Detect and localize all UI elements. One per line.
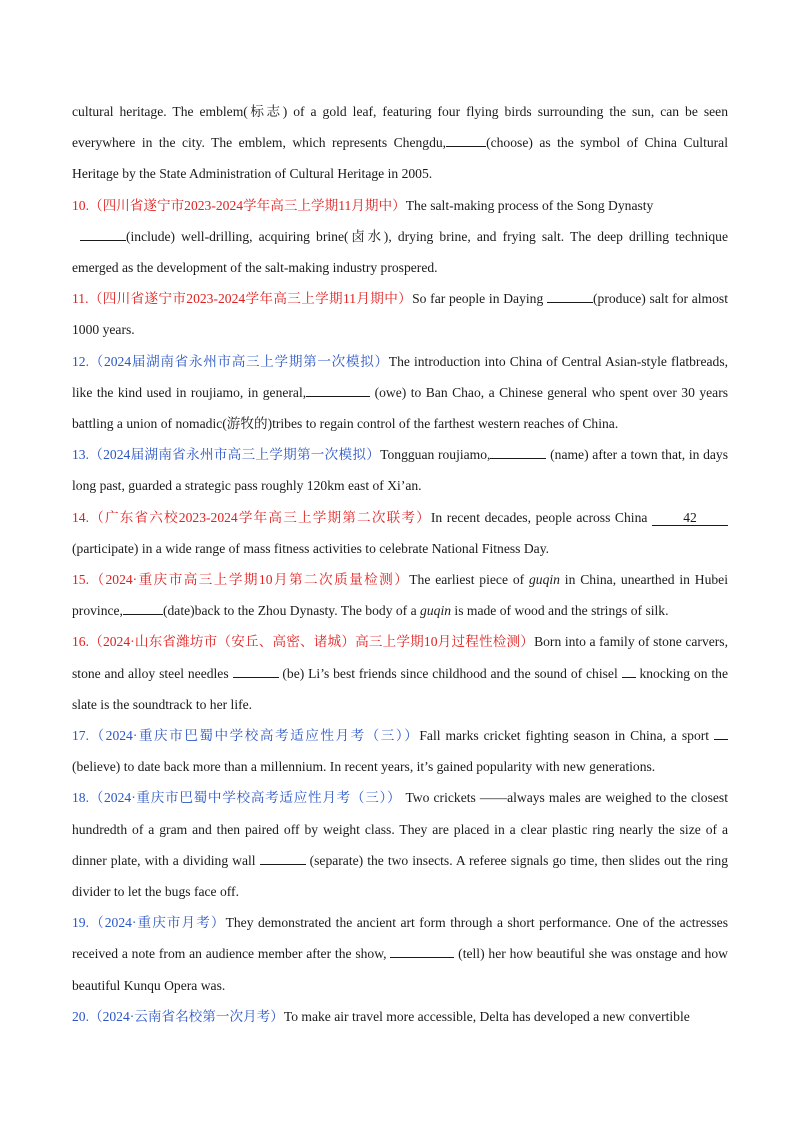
question-text-b: (tell) her how beautiful she was onstage and how beautiful Kunqu Opera was. bbox=[72, 946, 728, 993]
question-text-c: (date)back to the Zhou Dynasty. The body of a bbox=[162, 603, 421, 619]
answer-blank-with-number[interactable]: 42 bbox=[652, 511, 728, 526]
question-text-b: in China, unearthed in Hubei province, bbox=[72, 572, 728, 619]
question-text-a: To make air travel more accessible, Delta has developed a new convertible bbox=[283, 1008, 690, 1024]
question-text-b: (believe) to date back more than a millennium. In recent years, it’s gained popularity with new generations. bbox=[72, 759, 656, 775]
question-source: （2024·重庆市月考） bbox=[89, 915, 226, 931]
answer-blank[interactable] bbox=[622, 663, 636, 678]
question-number: 18. bbox=[72, 790, 89, 806]
answer-blank[interactable] bbox=[306, 382, 370, 397]
question-17 bbox=[72, 720, 728, 782]
answer-blank[interactable] bbox=[390, 943, 454, 958]
question-text-b: (name) after a town that, in days long past, guarded a strategic pass roughly 120km east of Xi’an. bbox=[72, 447, 729, 494]
passage-continuation bbox=[72, 96, 728, 190]
question-source: （2024·重庆市巴蜀中学校高考适应性月考（三）） bbox=[89, 790, 402, 806]
question-19 bbox=[72, 907, 728, 1001]
question-source: （2024届湖南省永州市高三上学期第一次模拟） bbox=[89, 447, 381, 463]
question-source: （广东省六校2023-2024学年高三上学期第二次联考） bbox=[89, 509, 431, 525]
question-source: （2024·重庆市巴蜀中学校高考适应性月考（三）） bbox=[89, 728, 420, 744]
question-text-b: (produce) salt for almost 1000 years. bbox=[72, 291, 728, 338]
question-number: 19. bbox=[72, 915, 89, 931]
question-source: （四川省遂宁市2023-2024学年高三上学期11月期中） bbox=[88, 291, 413, 307]
question-14 bbox=[72, 502, 728, 564]
question-10 bbox=[72, 190, 728, 284]
question-text-a: The earliest piece of bbox=[409, 572, 529, 588]
question-text-a: So far people in Daying bbox=[412, 291, 544, 307]
question-source: （四川省遂宁市2023-2024学年高三上学期11月期中） bbox=[89, 197, 406, 213]
question-number: 16. bbox=[72, 634, 89, 650]
question-18 bbox=[72, 782, 728, 907]
question-text-a: The salt-making process of the Song Dynasty bbox=[405, 197, 654, 213]
question-number: 20. bbox=[72, 1008, 89, 1024]
question-text-a: In recent decades, people across China bbox=[430, 509, 648, 525]
question-text-c: knocking on the slate is the soundtrack to her life. bbox=[72, 665, 728, 712]
question-source: （2024届湖南省永州市高三上学期第一次模拟） bbox=[89, 353, 389, 369]
question-source: （2024·山东省潍坊市（安丘、高密、诸城）高三上学期10月过程性检测） bbox=[89, 634, 535, 650]
answer-blank[interactable] bbox=[714, 725, 728, 740]
question-text-b: (participate) in a wide range of mass fitness activities to celebrate National Fitness Day. bbox=[72, 540, 550, 556]
question-12 bbox=[72, 346, 728, 440]
question-number: 14. bbox=[72, 509, 89, 525]
italic-term: guqin bbox=[420, 603, 452, 619]
question-11 bbox=[72, 283, 728, 345]
question-text-d: is made of wood and the strings of silk. bbox=[451, 603, 669, 619]
answer-blank[interactable] bbox=[547, 288, 593, 303]
answer-blank[interactable] bbox=[233, 663, 279, 678]
question-number: 12. bbox=[72, 353, 89, 369]
question-number: 17. bbox=[72, 728, 89, 744]
question-number: 13. bbox=[72, 447, 89, 463]
question-text-b: (separate) the two insects. A referee signals go time, then slides out the ring divider to let the bugs face off. bbox=[72, 852, 728, 900]
answer-blank[interactable] bbox=[123, 600, 163, 615]
answer-blank[interactable] bbox=[260, 850, 306, 865]
question-text-b: (be) Li’s best friends since childhood and the sound of chisel bbox=[278, 665, 622, 681]
italic-term: guqin bbox=[529, 572, 560, 588]
exercise-page bbox=[72, 96, 728, 1032]
answer-blank[interactable] bbox=[80, 226, 126, 241]
answer-blank[interactable] bbox=[490, 444, 546, 459]
question-15 bbox=[72, 564, 728, 626]
answer-blank[interactable] bbox=[446, 132, 486, 147]
passage-text-b: (choose) as the symbol of China Cultural Heritage by the State Administration of Cultural Heritage in 2005. bbox=[72, 135, 728, 182]
question-16 bbox=[72, 626, 728, 720]
question-source: （2024·云南省名校第一次月考） bbox=[89, 1008, 284, 1024]
question-text-b: (owe) to Ban Chao, a Chinese general who spent over 30 years battling a union of nomadic(游牧的)tribes to regain control of the farthest western reaches of China. bbox=[72, 384, 729, 432]
question-20 bbox=[72, 1001, 728, 1032]
question-number: 10. bbox=[72, 197, 89, 213]
question-text-a: Fall marks cricket fighting season in China, a sport bbox=[419, 728, 714, 744]
question-text-a: The introduction into China of Central Asian-style flatbreads, like the kind used in roujiamo, in general, bbox=[72, 353, 729, 400]
question-text-a: Born into a family of stone carvers, stone and alloy steel needles bbox=[72, 634, 729, 681]
question-number: 11. bbox=[72, 291, 89, 307]
question-text-a: Tongguan roujiamo, bbox=[380, 447, 491, 463]
passage-text-a: cultural heritage. The emblem(标志) of a gold leaf, featuring four flying birds surrounding the sun, can be seen everywhere in the city. The emblem, which represents Chengdu, bbox=[72, 104, 728, 151]
question-13 bbox=[72, 439, 728, 501]
question-source: （2024·重庆市高三上学期10月第二次质量检测） bbox=[89, 572, 410, 588]
question-text-a: They demonstrated the ancient art form through a short performance. One of the actresses received a note from an audience member after the show, bbox=[72, 915, 728, 962]
question-text-a: Two crickets ——always males are weighed to the closest hundredth of a gram and then paired off by weight class. They are placed in a clear plastic ring nearly the size of a dinner plate, with a dividing wall bbox=[72, 790, 728, 868]
question-number: 15. bbox=[72, 572, 89, 588]
question-text-b: (include) well-drilling, acquiring brine(卤水), drying brine, and frying salt. The deep drilling technique emerged as the development of the salt-making industry prospered. bbox=[72, 228, 728, 276]
